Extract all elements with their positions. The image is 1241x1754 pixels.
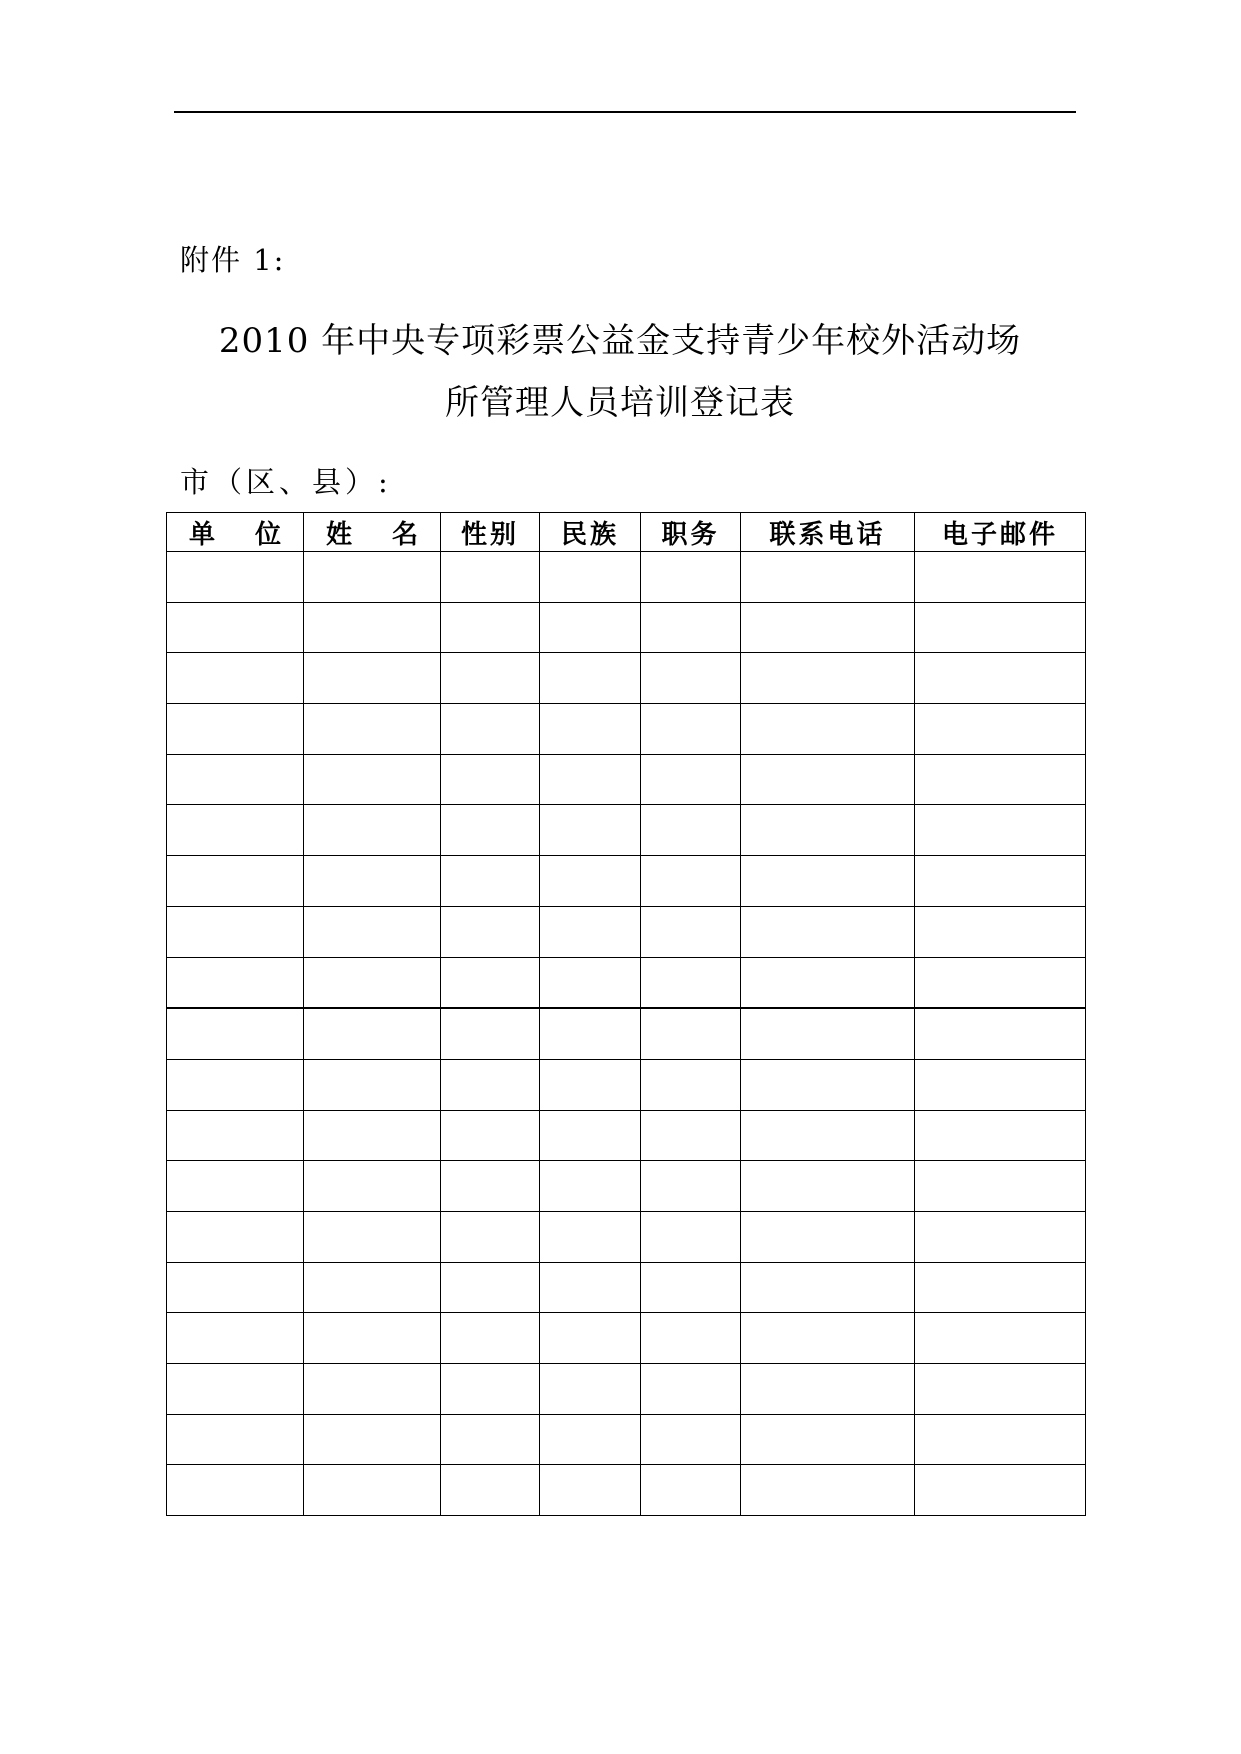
- table-row: [167, 1262, 1086, 1313]
- table-cell-position[interactable]: [641, 1364, 741, 1415]
- table-cell-gender[interactable]: [441, 1161, 540, 1212]
- table-cell-gender[interactable]: [441, 1059, 540, 1110]
- table-cell-unit[interactable]: [167, 1465, 304, 1516]
- column-header-unit-char-1: 单: [188, 519, 215, 550]
- table-row: [167, 1465, 1086, 1516]
- table-row: [167, 1008, 1086, 1059]
- table-body: [167, 552, 1086, 1516]
- table-cell-name[interactable]: [304, 1161, 441, 1212]
- table-cell-unit[interactable]: [167, 552, 304, 603]
- table-cell-email[interactable]: [915, 1161, 1086, 1212]
- table-cell-phone[interactable]: [741, 1313, 915, 1364]
- table-cell-phone[interactable]: [741, 1059, 915, 1110]
- document-title-line-1: 2010 年中央专项彩票公益金支持青少年校外活动场: [218, 321, 1022, 361]
- table-cell-ethnicity[interactable]: [540, 1008, 641, 1059]
- table-cell-email[interactable]: [915, 653, 1086, 704]
- table-cell-position[interactable]: [641, 1262, 741, 1313]
- table-cell-name[interactable]: [304, 754, 441, 805]
- column-header-position: 职务: [641, 513, 741, 552]
- table-cell-email[interactable]: [915, 1414, 1086, 1465]
- table-cell-ethnicity[interactable]: [540, 805, 641, 856]
- table-cell-gender[interactable]: [441, 957, 540, 1008]
- table-cell-ethnicity[interactable]: [540, 906, 641, 957]
- table-cell-name[interactable]: [304, 957, 441, 1008]
- table-cell-name[interactable]: [304, 805, 441, 856]
- table-cell-position[interactable]: [641, 1465, 741, 1516]
- table-cell-unit[interactable]: [167, 1110, 304, 1161]
- table-cell-unit[interactable]: [167, 1364, 304, 1415]
- column-header-unit: [167, 513, 304, 552]
- table-cell-position[interactable]: [641, 1059, 741, 1110]
- table-cell-position[interactable]: [641, 1110, 741, 1161]
- table-row: [167, 856, 1086, 907]
- registration-table: [166, 512, 1086, 1516]
- table-cell-ethnicity[interactable]: [540, 1059, 641, 1110]
- table-cell-ethnicity[interactable]: [540, 552, 641, 603]
- table-row: [167, 754, 1086, 805]
- table-row: [167, 602, 1086, 653]
- table-cell-phone[interactable]: [741, 1414, 915, 1465]
- table-cell-ethnicity[interactable]: [540, 1364, 641, 1415]
- table-cell-email[interactable]: [915, 602, 1086, 653]
- table-cell-name[interactable]: [304, 906, 441, 957]
- table-cell-gender[interactable]: [441, 1110, 540, 1161]
- table-cell-gender[interactable]: [441, 805, 540, 856]
- header-rule: [174, 111, 1076, 113]
- table-cell-position[interactable]: [641, 1161, 741, 1212]
- table-cell-gender[interactable]: [441, 1262, 540, 1313]
- table-cell-name[interactable]: [304, 704, 441, 755]
- table-cell-email[interactable]: [915, 1364, 1086, 1415]
- table-cell-gender[interactable]: [441, 552, 540, 603]
- table-row: [167, 1414, 1086, 1465]
- table-cell-phone[interactable]: [741, 957, 915, 1008]
- table-cell-phone[interactable]: [741, 1161, 915, 1212]
- table-row: [167, 653, 1086, 704]
- table-cell-name[interactable]: [304, 1211, 441, 1262]
- table-cell-name[interactable]: [304, 1364, 441, 1415]
- table-row: [167, 957, 1086, 1008]
- table-cell-gender[interactable]: [441, 1008, 540, 1059]
- table-cell-email[interactable]: [915, 1008, 1086, 1059]
- column-header-unit-char-2: 位: [255, 519, 282, 550]
- table-cell-phone[interactable]: [741, 1262, 915, 1313]
- table-cell-phone[interactable]: [741, 906, 915, 957]
- table-cell-phone[interactable]: [741, 805, 915, 856]
- table-cell-email[interactable]: [915, 1211, 1086, 1262]
- table-cell-ethnicity[interactable]: [540, 1211, 641, 1262]
- table-cell-ethnicity[interactable]: [540, 704, 641, 755]
- table-cell-unit[interactable]: [167, 704, 304, 755]
- table-cell-position[interactable]: [641, 552, 741, 603]
- table-cell-position[interactable]: [641, 957, 741, 1008]
- table-row: [167, 906, 1086, 957]
- table-cell-position[interactable]: [641, 906, 741, 957]
- table-cell-phone[interactable]: [741, 1465, 915, 1516]
- table-cell-unit[interactable]: [167, 1414, 304, 1465]
- table-cell-phone[interactable]: [741, 1110, 915, 1161]
- table-cell-unit[interactable]: [167, 1059, 304, 1110]
- table-cell-ethnicity[interactable]: [540, 1465, 641, 1516]
- table-cell-ethnicity[interactable]: [540, 602, 641, 653]
- column-header-name-char-2: 名: [392, 519, 419, 550]
- table-cell-phone[interactable]: [741, 1008, 915, 1059]
- document-title-line-2: 所管理人员培训登记表: [445, 383, 795, 423]
- column-header-phone: 联系电话: [741, 513, 915, 552]
- table-cell-ethnicity[interactable]: [540, 1262, 641, 1313]
- table-cell-email[interactable]: [915, 856, 1086, 907]
- table-cell-ethnicity[interactable]: [540, 856, 641, 907]
- table-cell-gender[interactable]: [441, 754, 540, 805]
- table-cell-gender[interactable]: [441, 1414, 540, 1465]
- column-header-ethnicity: 民族: [540, 513, 641, 552]
- table-cell-phone[interactable]: [741, 856, 915, 907]
- table-cell-gender[interactable]: [441, 1313, 540, 1364]
- table-cell-position[interactable]: [641, 856, 741, 907]
- table-header-row: [167, 513, 1086, 552]
- table-cell-name[interactable]: [304, 602, 441, 653]
- table-row: [167, 805, 1086, 856]
- table-cell-unit[interactable]: [167, 1313, 304, 1364]
- table-row: [167, 704, 1086, 755]
- table-cell-position[interactable]: [641, 1313, 741, 1364]
- table-cell-email[interactable]: [915, 1465, 1086, 1516]
- table-cell-ethnicity[interactable]: [540, 653, 641, 704]
- table-cell-name[interactable]: [304, 1465, 441, 1516]
- document-title: [120, 310, 1120, 434]
- table-cell-email[interactable]: [915, 957, 1086, 1008]
- table-cell-unit[interactable]: [167, 906, 304, 957]
- table-cell-ethnicity[interactable]: [540, 1313, 641, 1364]
- table-cell-phone[interactable]: [741, 754, 915, 805]
- table-cell-unit[interactable]: [167, 957, 304, 1008]
- column-header-name-char-1: 姓: [325, 519, 352, 550]
- table-cell-gender[interactable]: [441, 602, 540, 653]
- table-cell-name[interactable]: [304, 1110, 441, 1161]
- table-cell-phone[interactable]: [741, 1211, 915, 1262]
- table-row: [167, 1211, 1086, 1262]
- table-cell-gender[interactable]: [441, 906, 540, 957]
- table-cell-email[interactable]: [915, 552, 1086, 603]
- table-row: [167, 1110, 1086, 1161]
- table-cell-name[interactable]: [304, 1059, 441, 1110]
- table-cell-phone[interactable]: [741, 552, 915, 603]
- table-cell-email[interactable]: [915, 805, 1086, 856]
- table-cell-name[interactable]: [304, 1008, 441, 1059]
- table-cell-email[interactable]: [915, 1110, 1086, 1161]
- table-cell-name[interactable]: [304, 552, 441, 603]
- region-label: 市（区、县）:: [180, 465, 392, 499]
- table-cell-email[interactable]: [915, 906, 1086, 957]
- attachment-label: 附件 1:: [180, 243, 286, 277]
- table-cell-phone[interactable]: [741, 602, 915, 653]
- table-cell-gender[interactable]: [441, 653, 540, 704]
- table-cell-gender[interactable]: [441, 1465, 540, 1516]
- table-cell-ethnicity[interactable]: [540, 1161, 641, 1212]
- table-cell-name[interactable]: [304, 1313, 441, 1364]
- column-header-name: [304, 513, 441, 552]
- table-row: [167, 1313, 1086, 1364]
- table-cell-name[interactable]: [304, 653, 441, 704]
- table-cell-position[interactable]: [641, 653, 741, 704]
- table-cell-email[interactable]: [915, 754, 1086, 805]
- table-cell-position[interactable]: [641, 805, 741, 856]
- table-cell-email[interactable]: [915, 1313, 1086, 1364]
- table-cell-phone[interactable]: [741, 653, 915, 704]
- table-cell-email[interactable]: [915, 704, 1086, 755]
- table-cell-phone[interactable]: [741, 704, 915, 755]
- table-cell-email[interactable]: [915, 1262, 1086, 1313]
- column-header-gender: 性别: [441, 513, 540, 552]
- table-cell-unit[interactable]: [167, 653, 304, 704]
- table-cell-name[interactable]: [304, 1414, 441, 1465]
- table-cell-ethnicity[interactable]: [540, 754, 641, 805]
- table-row: [167, 1059, 1086, 1110]
- table-cell-unit[interactable]: [167, 1262, 304, 1313]
- column-header-email: 电子邮件: [915, 513, 1086, 552]
- table-cell-gender[interactable]: [441, 856, 540, 907]
- table-cell-position[interactable]: [641, 754, 741, 805]
- table-row: [167, 1364, 1086, 1415]
- table-cell-unit[interactable]: [167, 1161, 304, 1212]
- table-cell-ethnicity[interactable]: [540, 1414, 641, 1465]
- table-cell-unit[interactable]: [167, 1008, 304, 1059]
- table-cell-position[interactable]: [641, 1008, 741, 1059]
- table-cell-gender[interactable]: [441, 1211, 540, 1262]
- table-cell-unit[interactable]: [167, 1211, 304, 1262]
- table-cell-ethnicity[interactable]: [540, 957, 641, 1008]
- table-cell-unit[interactable]: [167, 805, 304, 856]
- table-cell-email[interactable]: [915, 1059, 1086, 1110]
- table-cell-phone[interactable]: [741, 1364, 915, 1415]
- table-cell-name[interactable]: [304, 856, 441, 907]
- table-cell-unit[interactable]: [167, 856, 304, 907]
- table-cell-gender[interactable]: [441, 704, 540, 755]
- table-row: [167, 1161, 1086, 1212]
- table-cell-position[interactable]: [641, 704, 741, 755]
- table-cell-gender[interactable]: [441, 1364, 540, 1415]
- table-cell-unit[interactable]: [167, 602, 304, 653]
- table-cell-ethnicity[interactable]: [540, 1110, 641, 1161]
- table-cell-unit[interactable]: [167, 754, 304, 805]
- table-cell-position[interactable]: [641, 1211, 741, 1262]
- table-row: [167, 552, 1086, 603]
- table-cell-position[interactable]: [641, 1414, 741, 1465]
- table-cell-name[interactable]: [304, 1262, 441, 1313]
- table-cell-position[interactable]: [641, 602, 741, 653]
